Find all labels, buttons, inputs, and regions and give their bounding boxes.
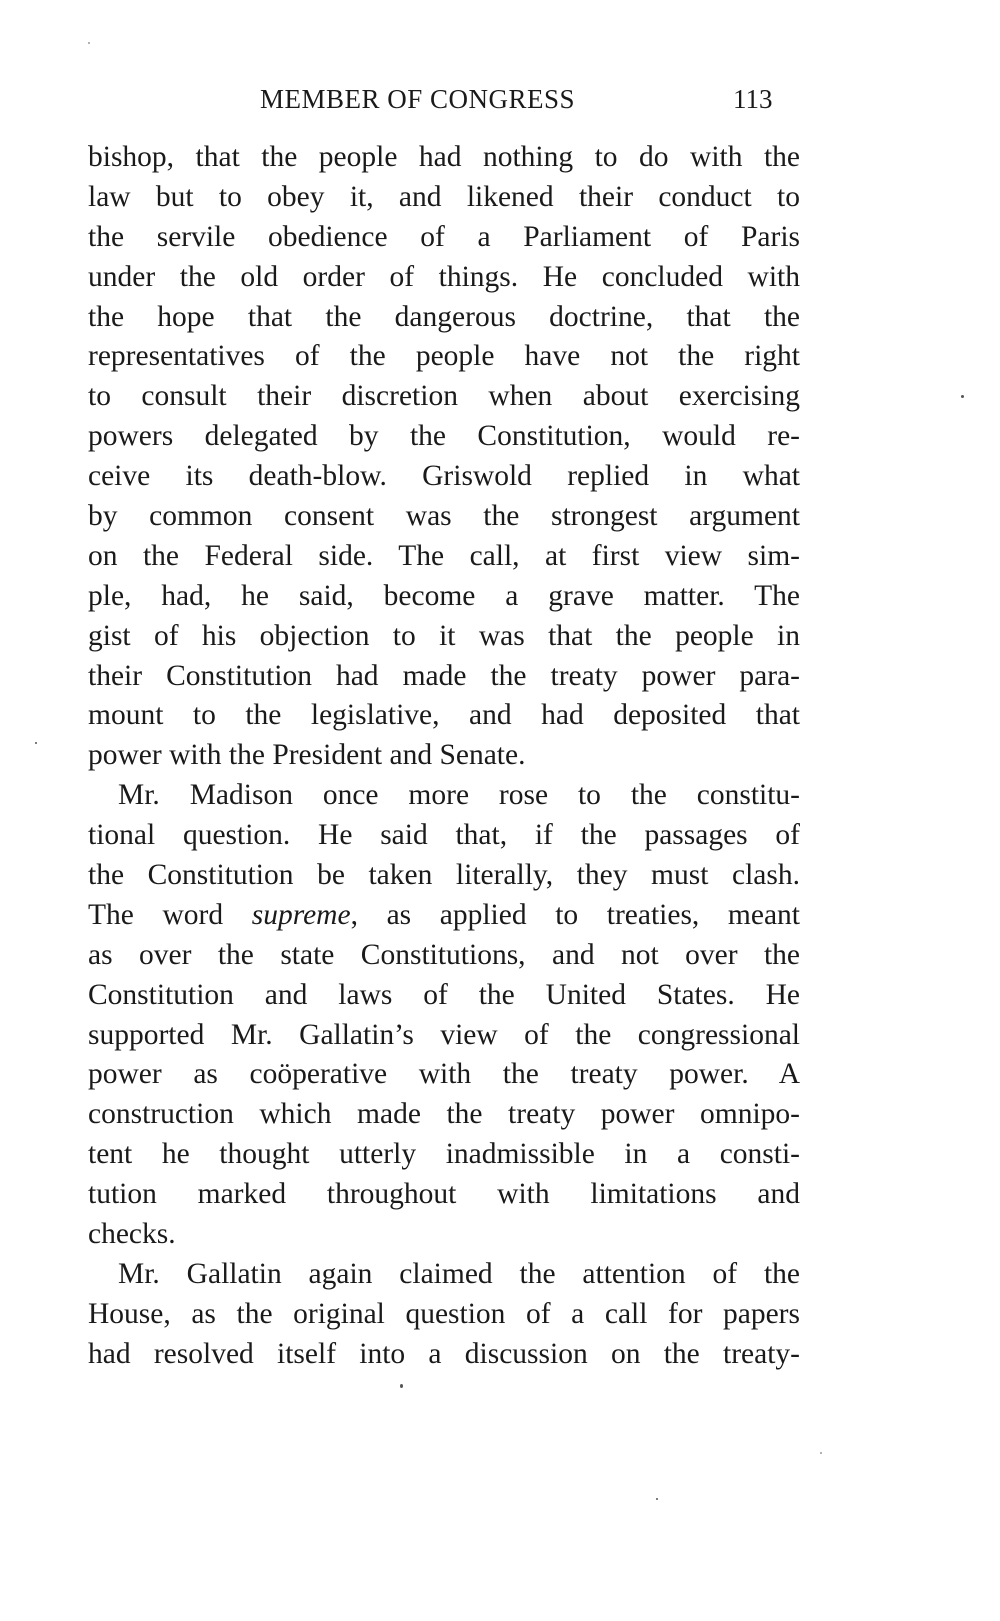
text-line: tional question. He said that, if the passages of [88,819,800,852]
text-line: House, as the original question of a call for papers [88,1297,800,1330]
text-line: gist of his objection to it was that the people in [88,619,800,652]
text-line: as over the state Constitutions, and not over the [88,938,800,971]
text-line: Constitution and laws of the United States. He [88,978,800,1011]
scan-speck [400,1384,403,1388]
text-line: on the Federal side. The call, at first view sim- [88,539,800,572]
body-text [88,138,800,1375]
scan-speck [35,742,37,744]
text-line: ceive its death-blow. Griswold replied in what [88,460,800,493]
text-line: powers delegated by the Constitution, would re- [88,420,800,453]
text-line: by common consent was the strongest argument [88,500,800,533]
text-line: law but to obey it, and likened their conduct to [88,180,800,213]
scan-speck [820,1452,822,1454]
text-line: to consult their discretion when about exercising [88,380,800,413]
page-number: 113 [733,84,773,114]
text-line: power as coöperative with the treaty power. A [88,1058,800,1091]
scan-speck [656,1498,658,1500]
text-line: tution marked throughout with limitations and [88,1178,800,1211]
text-line: the hope that the dangerous doctrine, that the [88,300,800,333]
running-head: MEMBER OF CONGRESS [260,84,576,114]
text-line: the Constitution be taken literally, they must clash. [88,859,800,892]
text-line: Mr. Madison once more rose to the constitu- [118,779,800,812]
text-line: their Constitution had made the treaty power para- [88,659,800,692]
text-line: had resolved itself into a discussion on the treaty- [88,1337,800,1370]
text-line: power with the President and Senate. [88,739,526,772]
text-line: ple, had, he said, become a grave matter. The [88,579,800,612]
text-run: , as applied to treaties, meant [350,898,800,931]
text-line: mount to the legislative, and had deposited that [88,699,800,732]
text-line: the servile obedience of a Parliament of Paris [88,220,800,253]
text-line: checks. [88,1218,176,1251]
text-line: tent he thought utterly inadmissible in a consti- [88,1138,800,1171]
text-line: construction which made the treaty power omnipo- [88,1098,800,1131]
text-line: bishop, that the people had nothing to do with the [88,141,800,173]
scan-speck [88,42,90,44]
italic-word: supreme [251,898,351,931]
text-line: representatives of the people have not the right [88,340,800,373]
text-run: The word [88,898,252,931]
text-line: Mr. Gallatin again claimed the attention of the [118,1257,800,1290]
scan-speck [961,395,964,398]
text-line: under the old order of things. He concluded with [88,260,800,293]
text-line: supported Mr. Gallatin’s view of the congressional [88,1018,800,1051]
text-line-with-italic [88,896,800,936]
